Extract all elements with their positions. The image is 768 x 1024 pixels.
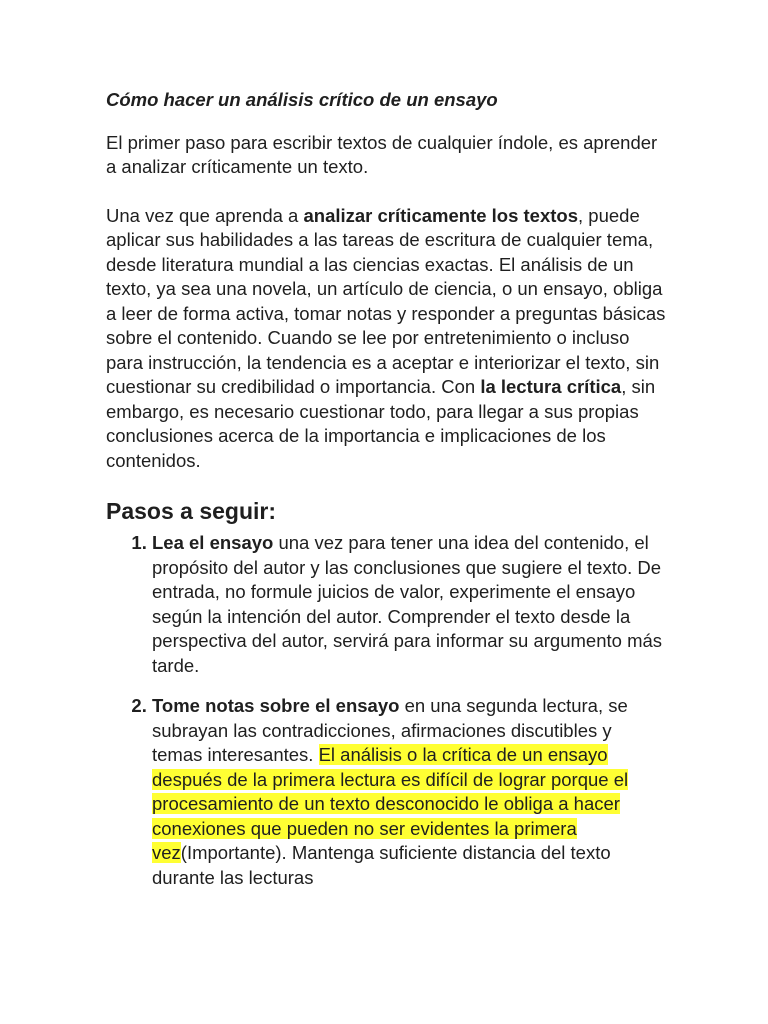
steps-heading: Pasos a seguir: [106,498,277,524]
highlighted-text: El análisis o la crítica de un ensayo después de la primera lectura es difícil de lograr porque el procesamiento de un texto desconocido le obliga a hacer conexiones que pueden no ser evidentes la primera vez [152,744,629,863]
document-page [106,88,666,906]
step-1-text: una vez para tener una idea del contenido, el propósito del autor y las conclusiones que sugiere el texto. De entrada, no formule juicios de valor, experimente el ensayo según la intención del autor. Comprender el texto desde la perspectiva del autor, servirá para informar su argumento más tarde. [152,532,663,676]
step-2-text-after: (Importante). Mantenga suficiente distancia del texto durante las lecturas [152,842,611,888]
step-2-bold: Tome notas sobre el ensayo [152,695,400,716]
step-1-bold: Lea el ensayo [152,532,274,553]
intro-paragraph: El primer paso para escribir textos de cualquier índole, es aprender a analizar críticamente un texto. [106,131,658,177]
bold-phrase-lectura: la lectura crítica [480,376,622,397]
steps-list [106,531,666,890]
step-item-2 [152,694,666,890]
body-text-1: Una vez que aprenda a [106,204,304,226]
body-text-2: , puede aplicar sus habilidades a las tareas de escritura de cualquier tema, desde literatura mundial a las ciencias exactas. El análisis de un texto, ya sea una novela, un artículo de ciencia, o un ensayo, obliga a leer de forma activa, tomar notas y responder a preguntas básicas sobre el contenido. Cuando se lee por entretenimiento o incluso para instrucción, la tendencia es a aceptar e interiorizar el texto, sin cuestionar su credibilidad o importancia. Con [106,204,666,397]
step-2-text: en una segunda lectura, se subrayan las contradicciones, afirmaciones discutibles y temas interesantes. [152,695,628,765]
body-text-3: , sin embargo, es necesario cuestionar todo, para llegar a sus propias conclusiones acerca de la importancia e implicaciones de los contenidos. [106,376,656,471]
bold-phrase-analizar: analizar críticamente los textos [303,204,579,226]
step-item-1 [152,531,666,678]
document-title: Cómo hacer un análisis crítico de un ensayo [106,89,498,110]
body-paragraph [106,204,666,474]
